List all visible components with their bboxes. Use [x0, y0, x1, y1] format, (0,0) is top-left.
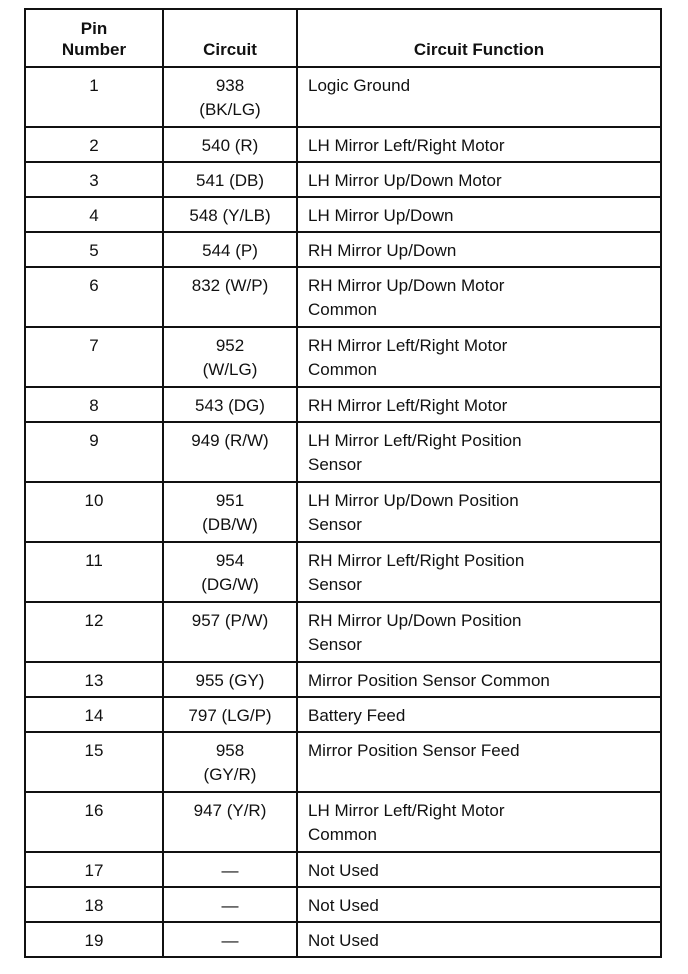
table-row — [25, 162, 661, 197]
pin-number-cell: 13 — [25, 662, 163, 697]
table-row — [25, 732, 661, 792]
circuit-cell: — — [163, 887, 297, 922]
table-row — [25, 662, 661, 697]
circuit-function-cell: LH Mirror Up/Down Position Sensor — [297, 482, 661, 542]
table-row — [25, 267, 661, 327]
table-row — [25, 387, 661, 422]
pin-number-cell: 16 — [25, 792, 163, 852]
table-row — [25, 792, 661, 852]
table-row — [25, 67, 661, 127]
circuit-cell: 958 (GY/R) — [163, 732, 297, 792]
pin-number-cell: 6 — [25, 267, 163, 327]
circuit-cell: 947 (Y/R) — [163, 792, 297, 852]
circuit-cell: 949 (R/W) — [163, 422, 297, 482]
header-circuit-function: Circuit Function — [297, 9, 661, 67]
pin-number-cell: 1 — [25, 67, 163, 127]
circuit-function-cell: RH Mirror Up/Down — [297, 232, 661, 267]
pin-number-cell: 9 — [25, 422, 163, 482]
circuit-function-cell: Not Used — [297, 852, 661, 887]
pin-number-cell: 18 — [25, 887, 163, 922]
pin-number-cell: 12 — [25, 602, 163, 662]
pin-number-cell: 19 — [25, 922, 163, 957]
circuit-cell: 952 (W/LG) — [163, 327, 297, 387]
header-pin-number: Pin Number — [25, 9, 163, 67]
pin-number-cell: 4 — [25, 197, 163, 232]
circuit-function-cell: RH Mirror Up/Down Position Sensor — [297, 602, 661, 662]
table-row — [25, 327, 661, 387]
header-circuit: Circuit — [163, 9, 297, 67]
header-row — [25, 9, 661, 67]
circuit-function-cell: RH Mirror Up/Down Motor Common — [297, 267, 661, 327]
pin-number-cell: 8 — [25, 387, 163, 422]
circuit-function-cell: LH Mirror Up/Down Motor — [297, 162, 661, 197]
table-row — [25, 197, 661, 232]
table-row — [25, 542, 661, 602]
pin-number-cell: 11 — [25, 542, 163, 602]
circuit-cell: 951 (DB/W) — [163, 482, 297, 542]
circuit-cell: 954 (DG/W) — [163, 542, 297, 602]
circuit-cell: 543 (DG) — [163, 387, 297, 422]
pin-number-cell: 7 — [25, 327, 163, 387]
circuit-function-cell: LH Mirror Left/Right Position Sensor — [297, 422, 661, 482]
table-row — [25, 482, 661, 542]
pin-number-cell: 14 — [25, 697, 163, 732]
circuit-cell: — — [163, 922, 297, 957]
circuit-cell: 548 (Y/LB) — [163, 197, 297, 232]
pin-number-cell: 2 — [25, 127, 163, 162]
circuit-cell: 544 (P) — [163, 232, 297, 267]
table-row — [25, 852, 661, 887]
circuit-cell: 541 (DB) — [163, 162, 297, 197]
table-row — [25, 922, 661, 957]
table-body — [25, 67, 661, 957]
circuit-function-cell: RH Mirror Left/Right Motor — [297, 387, 661, 422]
circuit-function-cell: Logic Ground — [297, 67, 661, 127]
circuit-cell: 955 (GY) — [163, 662, 297, 697]
pin-number-cell: 10 — [25, 482, 163, 542]
table-row — [25, 422, 661, 482]
pin-function-table — [24, 8, 662, 958]
circuit-cell: 938 (BK/LG) — [163, 67, 297, 127]
circuit-function-cell: Not Used — [297, 887, 661, 922]
table-row — [25, 232, 661, 267]
circuit-function-cell: RH Mirror Left/Right Motor Common — [297, 327, 661, 387]
table-row — [25, 697, 661, 732]
circuit-cell: 797 (LG/P) — [163, 697, 297, 732]
circuit-cell: 832 (W/P) — [163, 267, 297, 327]
pin-number-cell: 5 — [25, 232, 163, 267]
table-row — [25, 602, 661, 662]
circuit-cell: — — [163, 852, 297, 887]
pin-number-cell: 15 — [25, 732, 163, 792]
circuit-cell: 957 (P/W) — [163, 602, 297, 662]
circuit-function-cell: LH Mirror Left/Right Motor — [297, 127, 661, 162]
pin-number-cell: 17 — [25, 852, 163, 887]
circuit-function-cell: LH Mirror Left/Right Motor Common — [297, 792, 661, 852]
circuit-function-cell: LH Mirror Up/Down — [297, 197, 661, 232]
circuit-function-cell: Mirror Position Sensor Feed — [297, 732, 661, 792]
table-row — [25, 887, 661, 922]
circuit-cell: 540 (R) — [163, 127, 297, 162]
circuit-function-cell: Battery Feed — [297, 697, 661, 732]
circuit-function-cell: Mirror Position Sensor Common — [297, 662, 661, 697]
circuit-function-cell: Not Used — [297, 922, 661, 957]
table-row — [25, 127, 661, 162]
circuit-function-cell: RH Mirror Left/Right Position Sensor — [297, 542, 661, 602]
pin-number-cell: 3 — [25, 162, 163, 197]
